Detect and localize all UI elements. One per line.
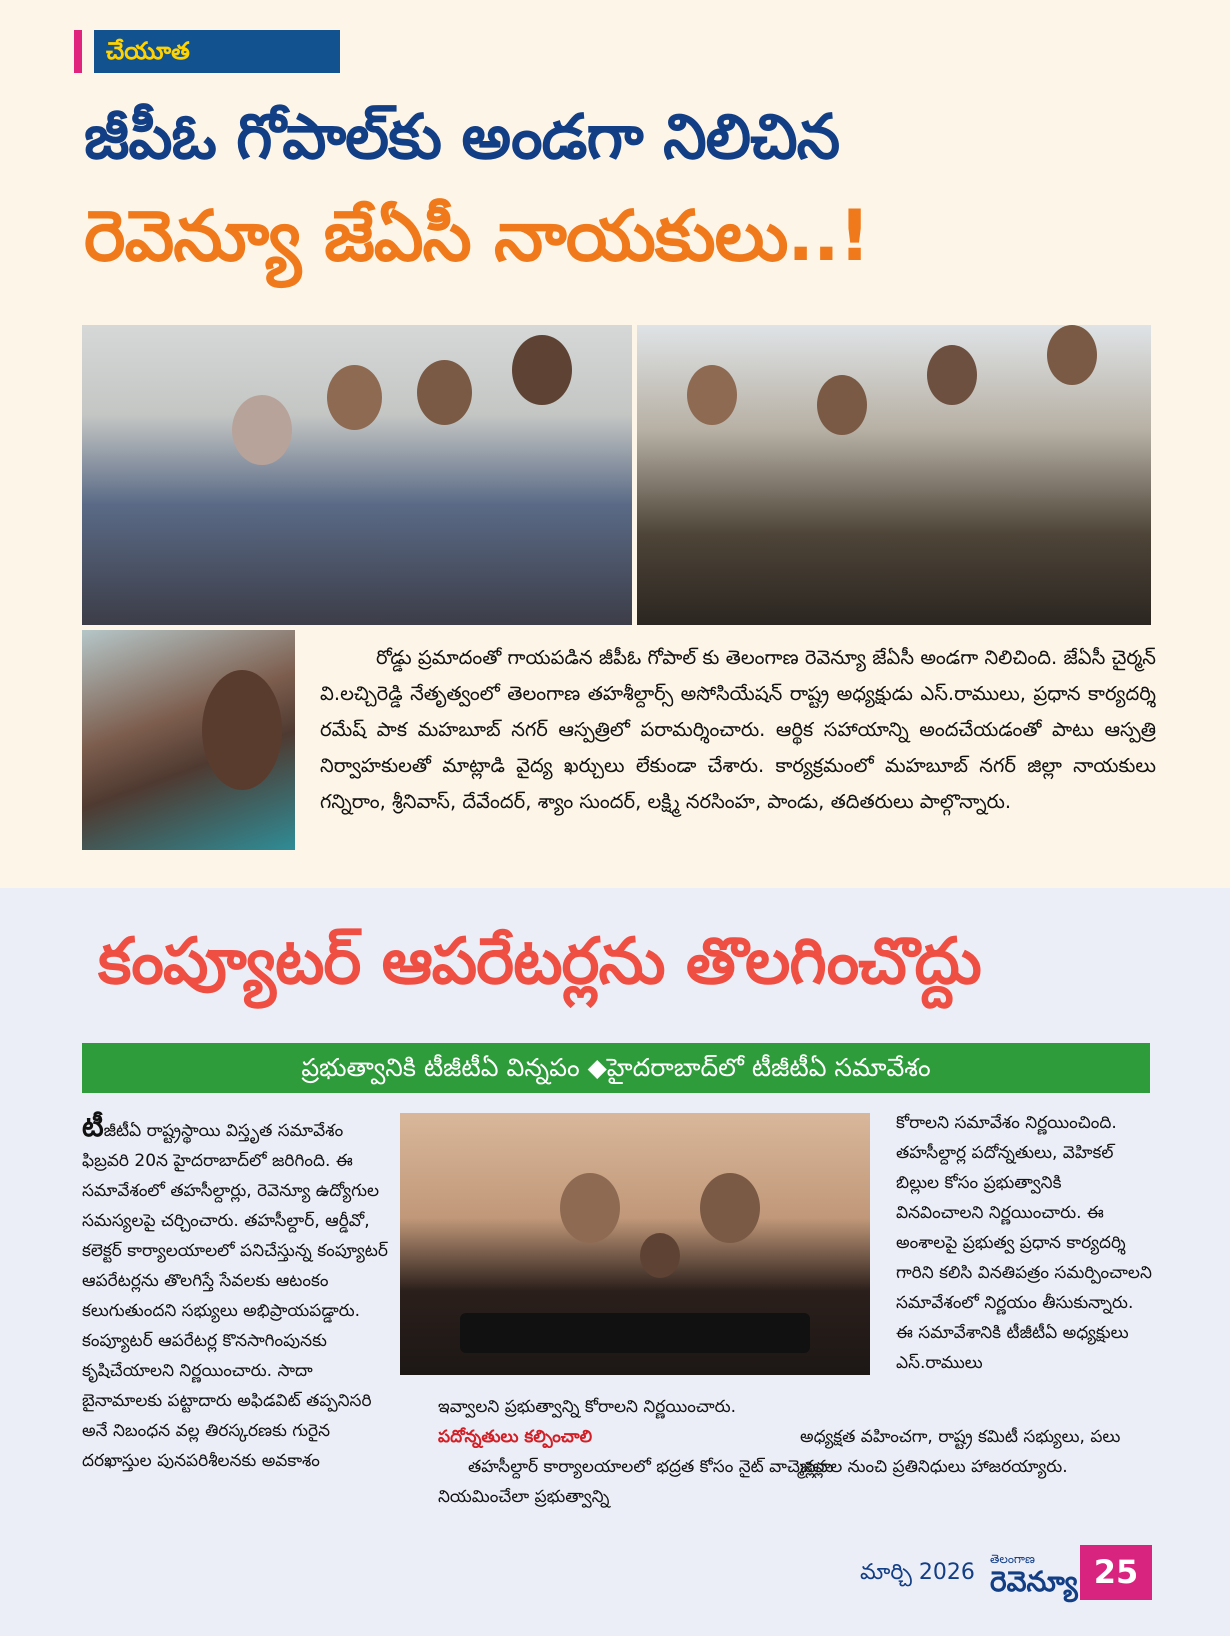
article2-headline: కంప్యూటర్ ఆపరేటర్లను తొలగించొద్దు: [98, 925, 981, 999]
article2-column3-end: అధ్యక్షత వహించగా, రాష్ట్ర కమిటీ సభ్యులు, పలు జిల్లాల నుంచి ప్రతినిధులు హాజరయ్యారు.: [800, 1427, 1121, 1477]
magazine-logo-small: తెలంగాణ: [990, 1552, 1035, 1566]
headline-line1: జీపీఓ గోపాల్‌కు అండగా నిలిచిన: [84, 100, 840, 173]
column1-text: జీటీఏ రాష్ట్రస్థాయి విస్తృత సమావేశం ఫిబ్రవరి 20న హైదరాబాద్‌లో జరిగింది. ఈ సమావేశంలో తహసీల్దార్లు, రెవెన్యూ ఉద్యోగుల సమస్యలపై చర్చించారు. తహసీల్దార్, ఆర్డీవో, కలెక్టర్ కార్యాలయాలలో పనిచేస్తున్న కంప్యూటర్ ఆపరేటర్లను తొలగిస్తే సేవలకు ఆటంకం కలుగుతుందని సభ్యులు అభిప్రాయపడ్డారు. కంప్యూటర్ ఆపరేటర్ల కొనసాగింపునకు కృషిచేయాలని నిర్ణయించారు. సాదా బైనామాలకు పట్టాదారు అఫిడవిట్ తప్పనిసరి అనే నిబంధన వల్ల తిరస్కరణకు గురైన దరఖాస్తుల పునపరిశీలనకు అవకాశం: [82, 1121, 388, 1471]
issue-date: మార్చి 2026: [860, 1560, 975, 1585]
article2-subhead: ప్రభుత్వానికి టీజీటీఏ విన్నపం ◆హైదరాబాద్‌లో టీజీటీఏ సమావేశం: [82, 1043, 1150, 1093]
headline-line2: రెవెన్యూ జేఏసీ నాయకులు..!: [84, 195, 870, 277]
column2-text-b: తహసీల్దార్ కార్యాలయాలలో భద్రత కోసం నైట్ వాచ్మెన్లను నియమించేలా ప్రభుత్వాన్ని: [438, 1457, 834, 1507]
section-accent-bar: [74, 30, 82, 73]
photo-hospital-visit: [82, 325, 632, 625]
section-tag: చేయూత: [94, 30, 340, 73]
photo-patient: [82, 630, 295, 850]
column2-text-a: ఇవ్వాలని ప్రభుత్వాన్ని కోరాలని నిర్ణయించారు.: [438, 1397, 736, 1417]
article2-column1: [82, 1112, 394, 1476]
photo-crowd: [637, 325, 1151, 625]
page-number: 25: [1080, 1545, 1152, 1600]
drop-cap: టీ: [82, 1110, 104, 1143]
article2-column3: కోరాలని సమావేశం నిర్ణయించింది. తహసీల్దార్ల పదోన్నతులు, వెహికల్ బిల్లుల కోసం ప్రభుత్వానికి వినవించాలని నిర్ణయించారు. ఈ అంశాలపై ప్రభుత్వ ప్రధాన కార్యదర్శి గారిని కలిసి వినతిపత్రం సమర్పించాలని సమావేశంలో నిర్ణయం తీసుకున్నారు. ఈ సమావేశానికి టీజీటీఏ అధ్యక్షులు ఎస్.రాములు: [896, 1113, 1152, 1373]
article1-body: [320, 640, 1156, 820]
article1-paragraph: రోడ్డు ప్రమాదంతో గాయపడిన జీపీఓ గోపాల్ కు తెలంగాణ రెవెన్యూ జేఏసీ అండగా నిలిచింది. జేఏసీ చైర్మన్ వి.లచ్చిరెడ్డి నేతృత్వంలో తెలంగాణ తహశీల్దార్స్ అసోసియేషన్ రాష్ట్ర అధ్యక్షుడు ఎస్.రాములు, ప్రధాన కార్యదర్శి రమేష్ పాక మహబూబ్ నగర్ ఆస్పత్రిలో పరామర్శించారు. ఆర్థిక సహాయాన్ని అందచేయడంతో పాటు ఆస్పత్రి నిర్వాహకులతో మాట్లాడి వైద్య ఖర్చులు లేకుండా చేశారు. కార్యక్రమంలో మహబూబ్ నగర్ జిల్లా నాయకులు గన్నిరాం, శ్రీనివాస్, దేవేందర్, శ్యాం సుందర్, లక్ష్మి నరసింహ, పాండు, తదితరులు పాల్గొన్నారు.: [320, 646, 1156, 813]
subheading-promotions: పదోన్నతులు కల్పించాలి: [438, 1427, 593, 1447]
magazine-logo: రెవెన్యూ: [990, 1565, 1078, 1598]
photo-meeting: [400, 1113, 870, 1375]
